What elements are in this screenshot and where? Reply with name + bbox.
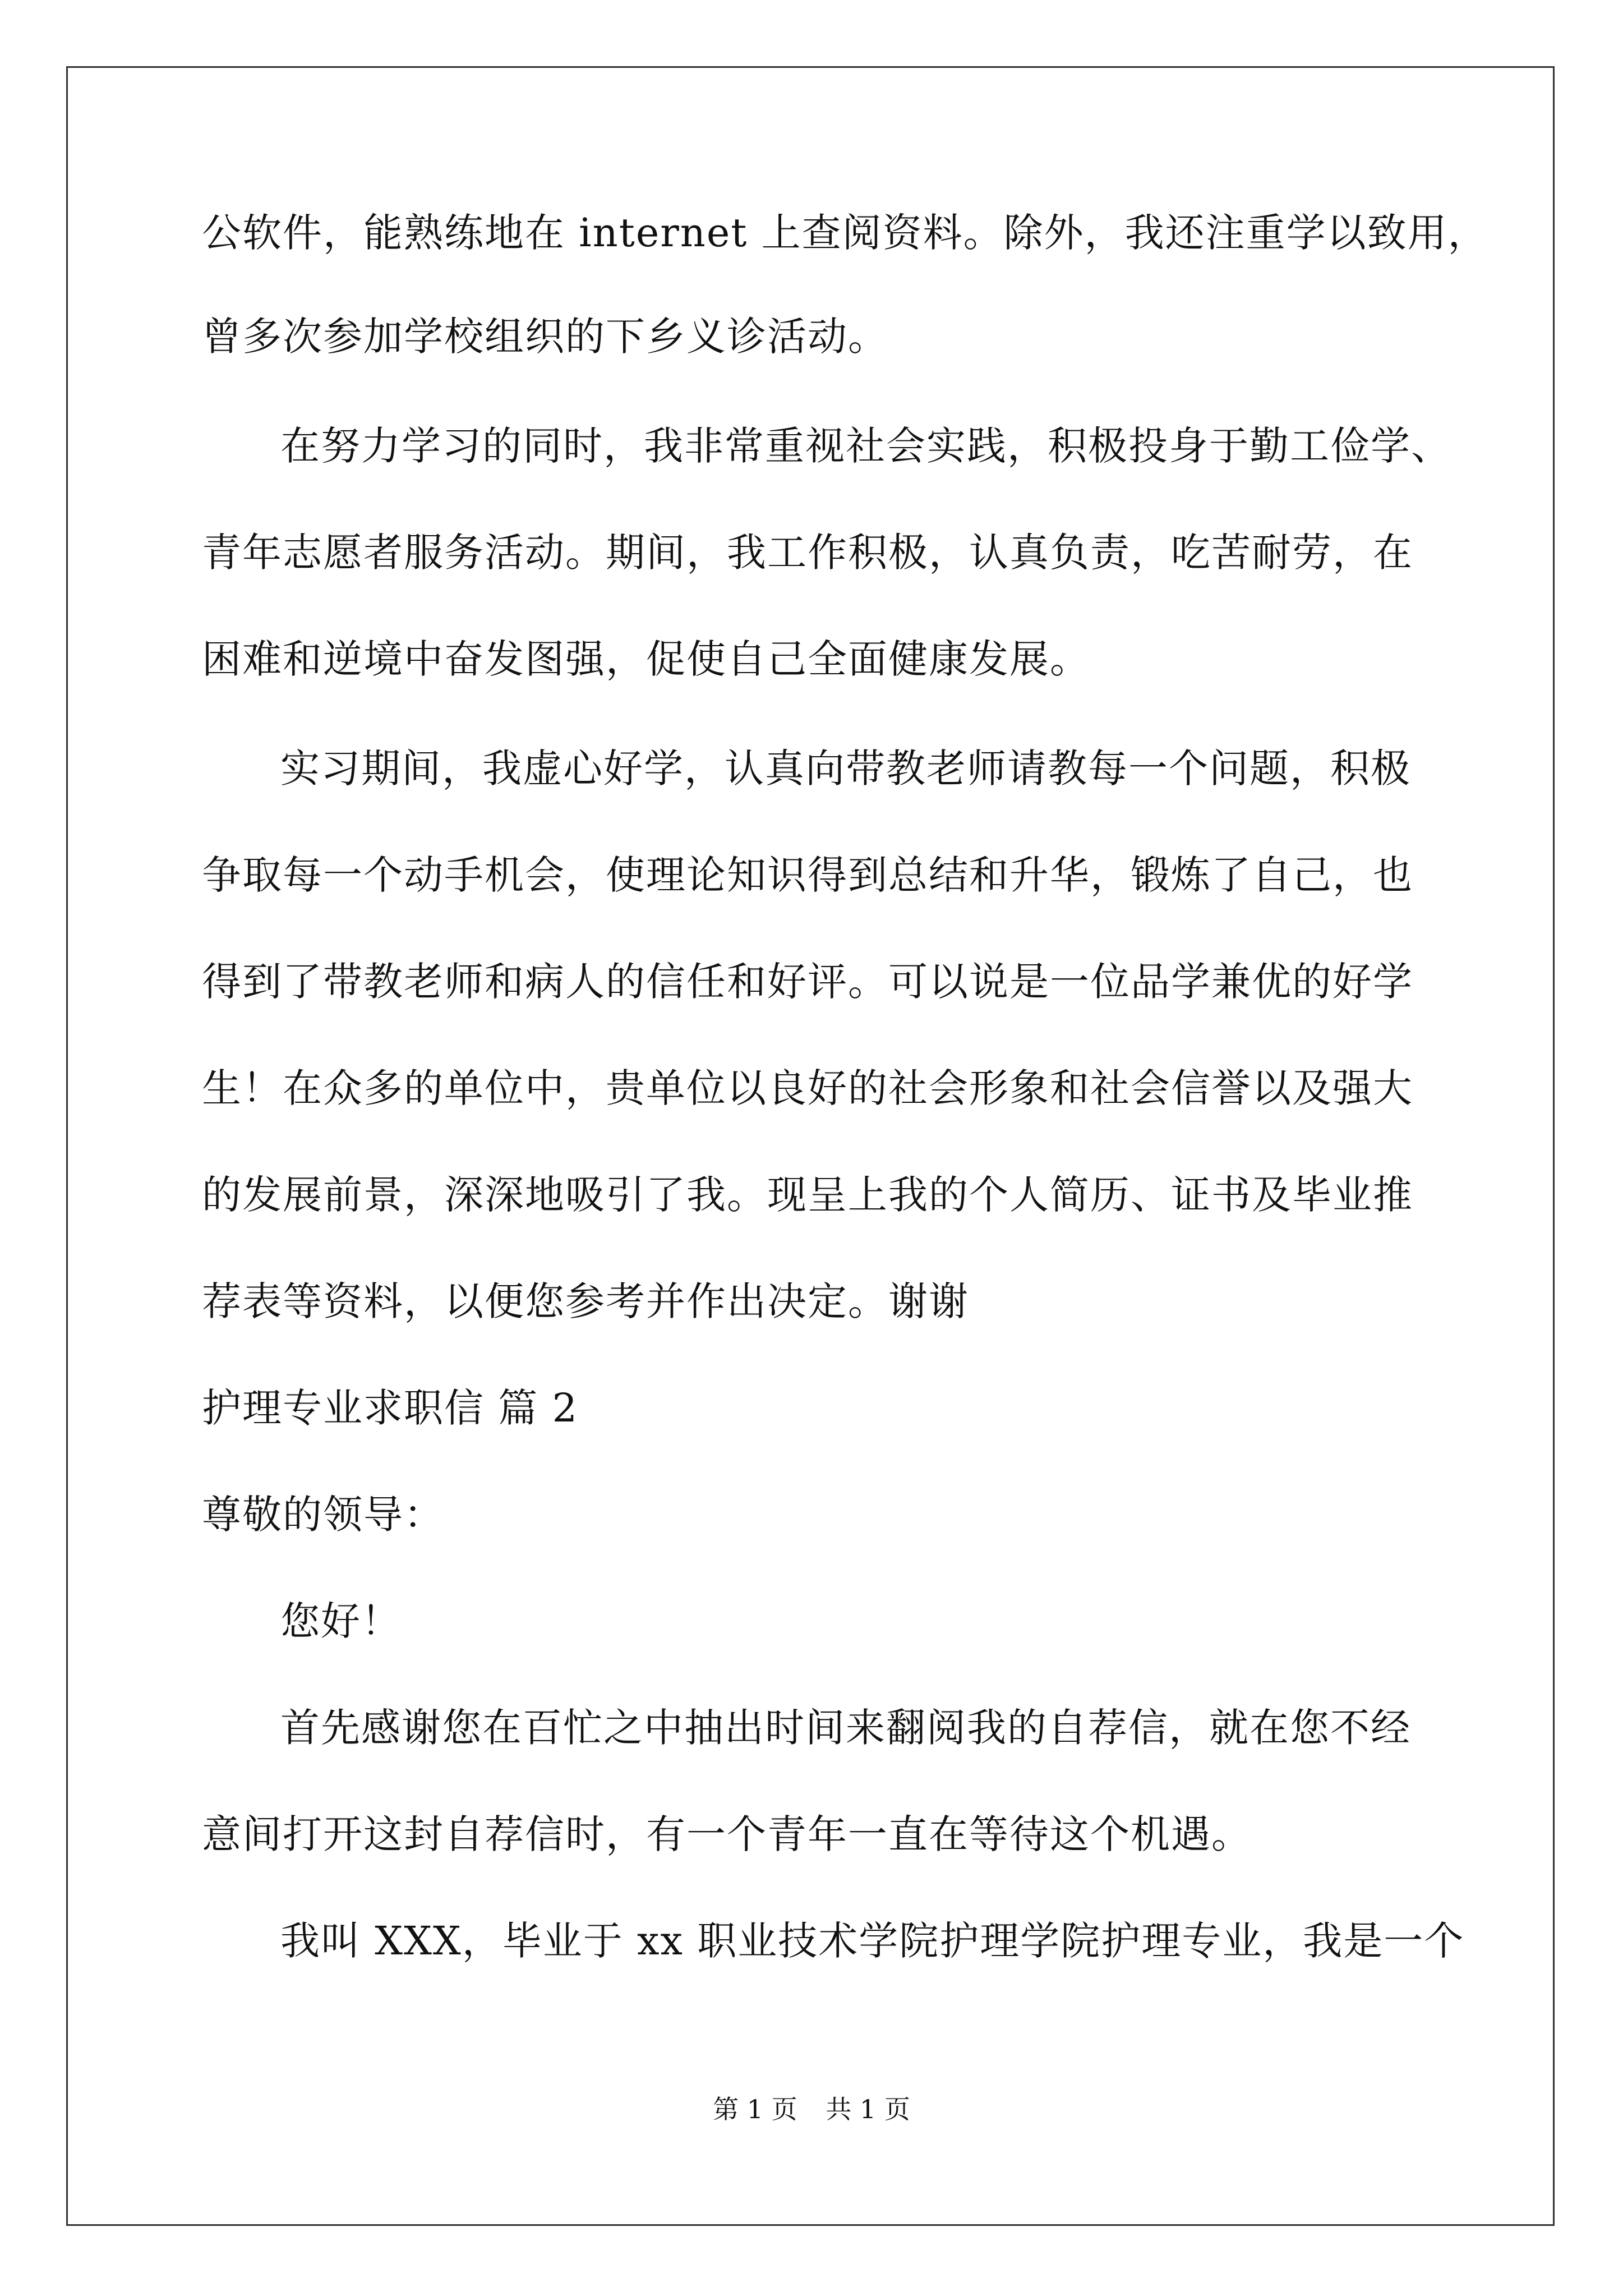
body-line: 曾多次参加学校组织的下乡义诊活动。: [202, 314, 888, 360]
page-border: [66, 66, 1555, 2226]
greeting: 您好！: [280, 1598, 402, 1644]
body-line: 首先感谢您在百忙之中抽出时间来翻阅我的自荐信，就在您不经: [280, 1705, 1411, 1751]
section-heading: 护理专业求职信 篇 2: [202, 1385, 579, 1431]
body-line: 公软件，能熟练地在 internet 上查阅资料。除外，我还注重学以致用，: [202, 210, 1488, 256]
body-line: 得到了带教老师和病人的信任和好评。可以说是一位品学兼优的好学: [202, 959, 1413, 1005]
body-line: 我叫 XXX，毕业于 xx 职业技术学院护理学院护理专业，我是一个: [280, 1918, 1465, 1964]
body-line: 生！在众多的单位中，贵单位以良好的社会形象和社会信誉以及强大: [202, 1065, 1413, 1111]
body-line: 青年志愿者服务活动。期间，我工作积极，认真负责，吃苦耐劳，在: [202, 530, 1413, 576]
body-line: 在努力学习的同时，我非常重视社会实践，积极投身于勤工俭学、: [280, 423, 1451, 469]
body-line: 意间打开这封自荐信时，有一个青年一直在等待这个机遇。: [202, 1811, 1252, 1857]
body-line: 困难和逆境中奋发图强，促使自己全面健康发展。: [202, 636, 1090, 682]
body-line: 争取每一个动手机会，使理论知识得到总结和升华，锻炼了自己，也: [202, 852, 1413, 898]
body-line: 荐表等资料，以便您参考并作出决定。谢谢: [202, 1278, 969, 1324]
page-footer: [0, 2092, 1623, 2126]
body-line: 实习期间，我虚心好学，认真向带教老师请教每一个问题，积极: [280, 746, 1411, 792]
body-line: 的发展前景，深深地吸引了我。现呈上我的个人简历、证书及毕业推: [202, 1172, 1413, 1218]
page-total: 共 1 页: [826, 2094, 910, 2124]
page-number: 第 1 页: [713, 2094, 797, 2124]
salutation: 尊敬的领导：: [202, 1492, 444, 1538]
